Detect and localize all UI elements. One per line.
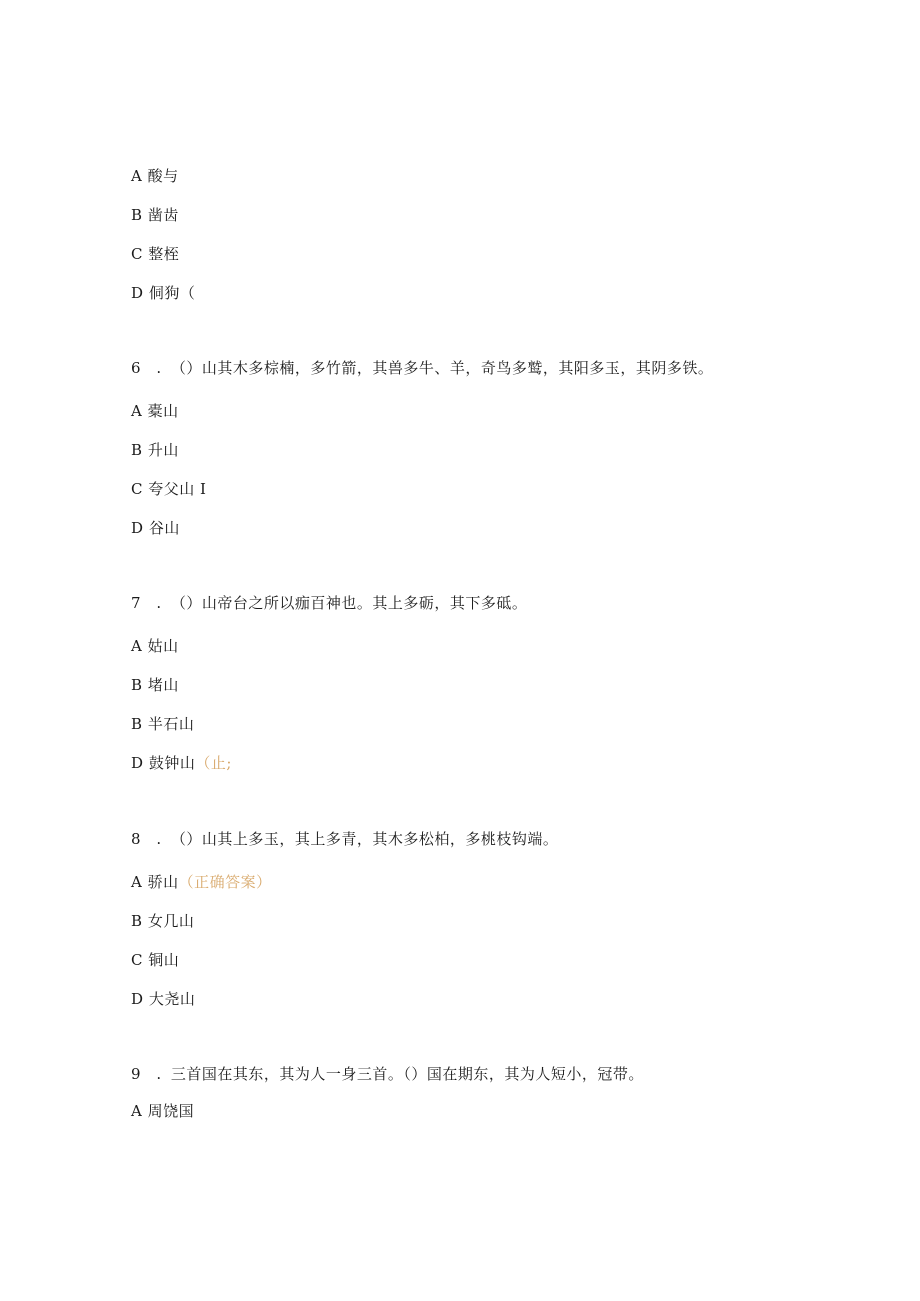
question-dot: . (156, 830, 162, 848)
answer-mark: （止; (195, 754, 232, 772)
option-text: 酸与 (147, 167, 179, 185)
option-q8-a[interactable] (131, 872, 272, 892)
option-text: 凿齿 (147, 206, 179, 224)
option-q8-d[interactable] (131, 989, 195, 1009)
option-text: 堵山 (147, 676, 179, 694)
option-letter: A (131, 873, 143, 891)
option-text: 骄山 (147, 873, 179, 891)
question-number: 8 (131, 830, 142, 848)
option-text: 周饶国 (147, 1102, 195, 1120)
question-8 (131, 829, 558, 849)
option-letter: A (131, 1102, 143, 1120)
option-letter: A (131, 637, 143, 655)
option-q5-c[interactable] (131, 244, 179, 264)
option-text: 升山 (147, 441, 179, 459)
option-text: 半石山 (147, 715, 195, 733)
option-letter: D (131, 519, 144, 537)
question-dot: . (156, 1065, 162, 1083)
question-text: 三首国在其东，其为人一身三首。（）国在期东，其为人短小，冠带。 (170, 1065, 644, 1083)
question-dot: . (156, 359, 162, 377)
option-letter: B (131, 912, 143, 930)
option-q7-b[interactable] (131, 675, 179, 695)
option-q6-d[interactable] (131, 518, 180, 538)
option-q8-b[interactable] (131, 911, 194, 931)
option-text: 侗狗（ (148, 284, 196, 302)
option-text: 女几山 (147, 912, 195, 930)
option-q6-b[interactable] (131, 440, 179, 460)
option-letter: C (131, 951, 143, 969)
option-q6-c[interactable] (131, 479, 206, 499)
option-letter: D (131, 754, 144, 772)
question-text: （）山帝台之所以痂百神也。其上多砺，其下多砥。 (170, 594, 528, 612)
option-q8-c[interactable] (131, 950, 179, 970)
question-7 (131, 593, 527, 613)
option-letter: B (131, 441, 143, 459)
question-6 (131, 358, 713, 378)
option-text: 夸父山 I (148, 480, 207, 498)
option-text: 鼓钟山 (148, 754, 196, 772)
option-letter: B (131, 715, 143, 733)
correct-answer-mark: （正确答案） (178, 873, 272, 891)
option-letter: A (131, 167, 143, 185)
question-number: 7 (131, 594, 142, 612)
option-q6-a[interactable] (131, 401, 179, 421)
option-q7-a[interactable] (131, 636, 179, 656)
option-letter: C (131, 480, 143, 498)
question-dot: . (156, 594, 162, 612)
option-letter: C (131, 245, 143, 263)
option-q7-c[interactable] (131, 714, 194, 734)
option-q5-d[interactable] (131, 283, 195, 303)
question-number: 6 (131, 359, 142, 377)
option-text: 大尧山 (148, 990, 196, 1008)
option-text: 谷山 (148, 519, 180, 537)
option-text: 橐山 (147, 402, 179, 420)
option-text: 铜山 (148, 951, 180, 969)
question-text: （）山其上多玉，其上多青，其木多松柏，多桃枝钩端。 (170, 830, 559, 848)
question-number: 9 (131, 1065, 142, 1083)
question-text: （）山其木多棕楠，多竹箭，其兽多牛、羊，奇鸟多鹫，其阳多玉，其阴多铁。 (170, 359, 714, 377)
option-text: 姑山 (147, 637, 179, 655)
option-letter: A (131, 402, 143, 420)
option-q9-a[interactable] (131, 1101, 194, 1121)
option-letter: D (131, 284, 144, 302)
option-q7-d[interactable] (131, 753, 232, 773)
option-letter: B (131, 206, 143, 224)
option-q5-b[interactable] (131, 205, 179, 225)
option-text: 整桎 (148, 245, 180, 263)
option-letter: B (131, 676, 143, 694)
option-letter: D (131, 990, 144, 1008)
option-q5-a[interactable] (131, 166, 179, 186)
question-9 (131, 1064, 644, 1084)
